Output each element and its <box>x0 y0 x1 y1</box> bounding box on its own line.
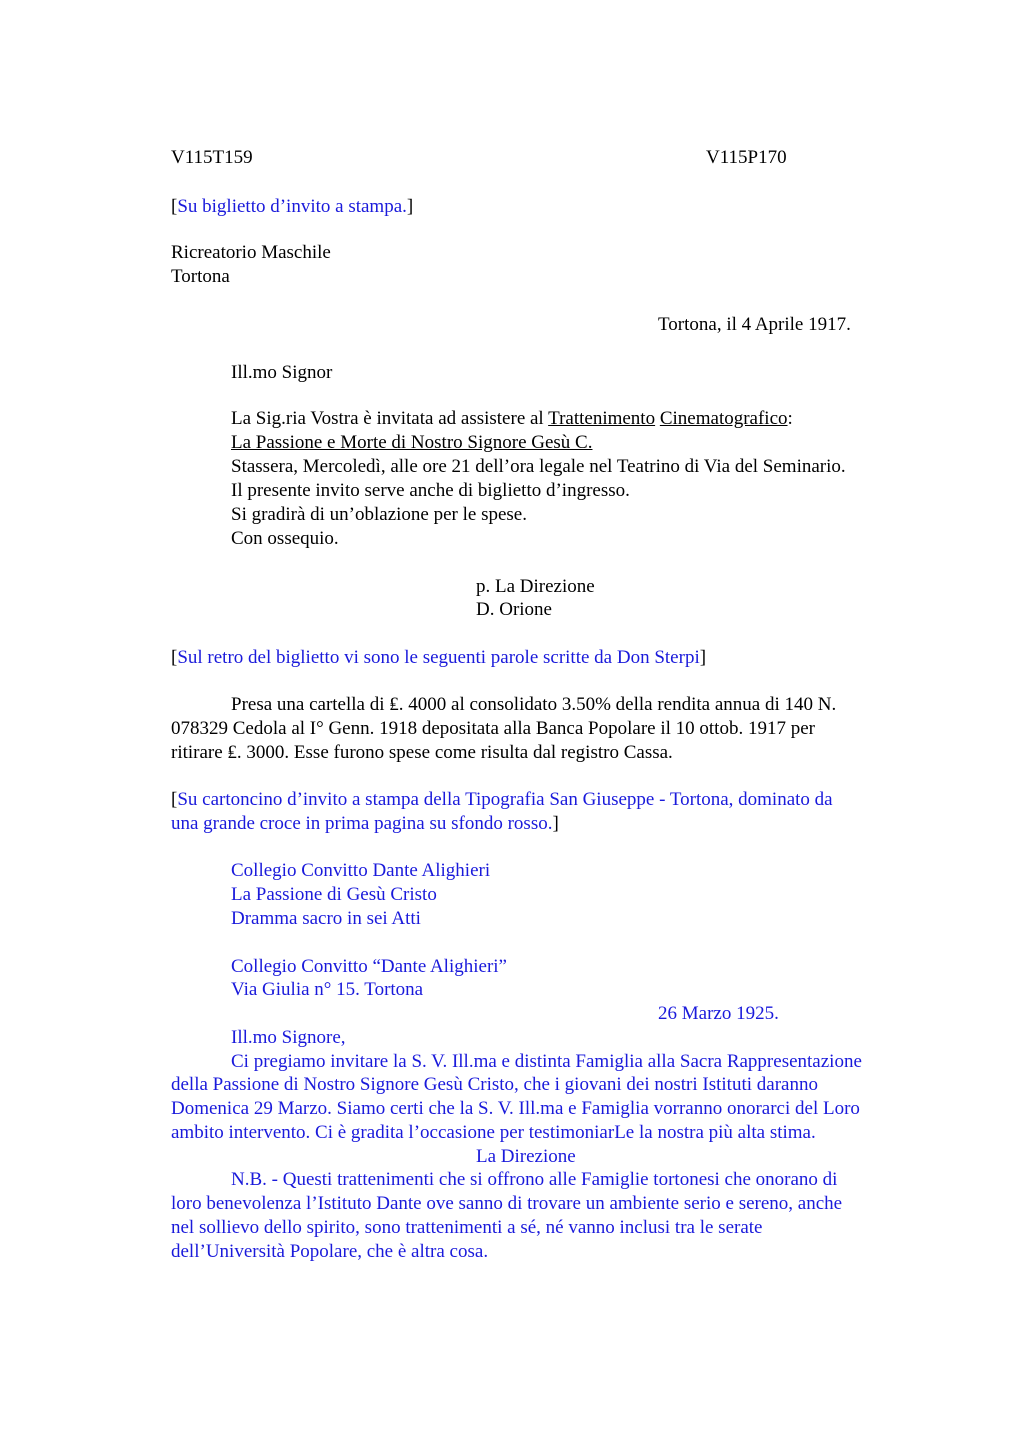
bracket-close: ] <box>699 647 707 668</box>
invitation-line-2: La Passione e Morte di Nostro Signore Gesù C. <box>231 432 593 453</box>
editorial-note-text: Sul retro del biglietto vi sono le seguenti parole scritte da Don Sterpi <box>177 647 700 668</box>
back-note-line-2: 078329 Cedola al I° Genn. 1918 depositata alla Banca Popolare il 10 ottob. 1917 per <box>171 718 815 739</box>
editorial-note-1 <box>171 195 413 219</box>
bracket-open: [ <box>171 789 178 810</box>
invitation-line-4: Il presente invito serve anche di biglietto d’ingresso. <box>231 480 630 501</box>
card-address-2: Via Giulia n° 15. Tortona <box>231 979 424 1000</box>
card-date: 26 Marzo 1925. <box>658 1003 779 1024</box>
invitation-text: La Sig.ria Vostra è invitata ad assistere al <box>231 408 549 429</box>
card-nb-line-2: loro benevolenza l’Istituto Dante ove sanno di trovare un ambiente serio e sereno, anche <box>171 1193 843 1214</box>
invitation-line-6: Con ossequio. <box>231 528 339 549</box>
sender-line-2: Tortona <box>171 266 230 287</box>
editorial-note-2 <box>171 646 706 670</box>
underlined-trattenimento: Trattenimento <box>548 408 656 429</box>
doc-code-left: V115T159 <box>171 147 253 168</box>
card-salutation: Ill.mo Signore, <box>231 1027 346 1048</box>
bracket-open: [ <box>171 647 178 668</box>
bracket-close: ] <box>406 196 414 217</box>
back-note-line-1: Presa una cartella di ₤. 4000 al consolidato 3.50% della rendita annua di 140 N. <box>231 694 837 715</box>
card-body-line-4: ambito intervento. Ci è gradita l’occasione per testimoniarLe la nostra più alta stima. <box>171 1122 816 1143</box>
signature-1-line-1: p. La Direzione <box>476 576 595 597</box>
card-address-1: Collegio Convitto “Dante Alighieri” <box>231 956 507 977</box>
colon: : <box>787 408 793 429</box>
card-title-1: Collegio Convitto Dante Alighieri <box>231 860 491 881</box>
underlined-cinematografico: Cinematografico <box>659 408 788 429</box>
card-signature: La Direzione <box>476 1146 576 1167</box>
card-nb-line-3: nel sollievo dello spirito, sono trattenimenti a sé, né vanno inclusi tra le serate <box>171 1217 763 1238</box>
card-body-line-2: della Passione di Nostro Signore Gesù Cristo, che i giovani dei nostri Istituti daranno <box>171 1074 818 1095</box>
bracket-open: [ <box>171 196 178 217</box>
editorial-note-3-line-2 <box>171 812 559 836</box>
bracket-close: ] <box>552 813 559 834</box>
card-title-3: Dramma sacro in sei Atti <box>231 908 421 929</box>
sender-line-1: Ricreatorio Maschile <box>171 242 331 263</box>
invitation-line-1 <box>231 407 793 431</box>
card-body-line-3: Domenica 29 Marzo. Siamo certi che la S. V. Ill.ma e Famiglia vorranno onorarci del Loro <box>171 1098 860 1119</box>
date-line: Tortona, il 4 Aprile 1917. <box>658 314 851 335</box>
card-body-line-1: Ci pregiamo invitare la S. V. Ill.ma e distinta Famiglia alla Sacra Rappresentazione <box>231 1051 862 1072</box>
editorial-note-text: Su cartoncino d’invito a stampa della Tipografia San Giuseppe - Tortona, dominato da <box>177 789 833 810</box>
invitation-line-3: Stassera, Mercoledì, alle ore 21 dell’ora legale nel Teatrino di Via del Seminario. <box>231 456 846 477</box>
editorial-note-text: Su biglietto d’invito a stampa. <box>177 196 407 217</box>
card-nb-line-4: dell’Università Popolare, che è altra cosa. <box>171 1241 489 1262</box>
back-note-line-3: ritirare ₤. 3000. Esse furono spese come risulta dal registro Cassa. <box>171 742 673 763</box>
card-nb-line-1: N.B. - Questi trattenimenti che si offrono alle Famiglie tortonesi che onorano di <box>231 1169 838 1190</box>
doc-code-right: V115P170 <box>706 147 787 168</box>
signature-1-line-2: D. Orione <box>476 599 552 620</box>
editorial-note-text: una grande croce in prima pagina su sfondo rosso. <box>171 813 553 834</box>
editorial-note-3-line-1 <box>171 788 833 812</box>
salutation: Ill.mo Signor <box>231 362 333 383</box>
card-title-2: La Passione di Gesù Cristo <box>231 884 437 905</box>
invitation-line-5: Si gradirà di un’oblazione per le spese. <box>231 504 527 525</box>
